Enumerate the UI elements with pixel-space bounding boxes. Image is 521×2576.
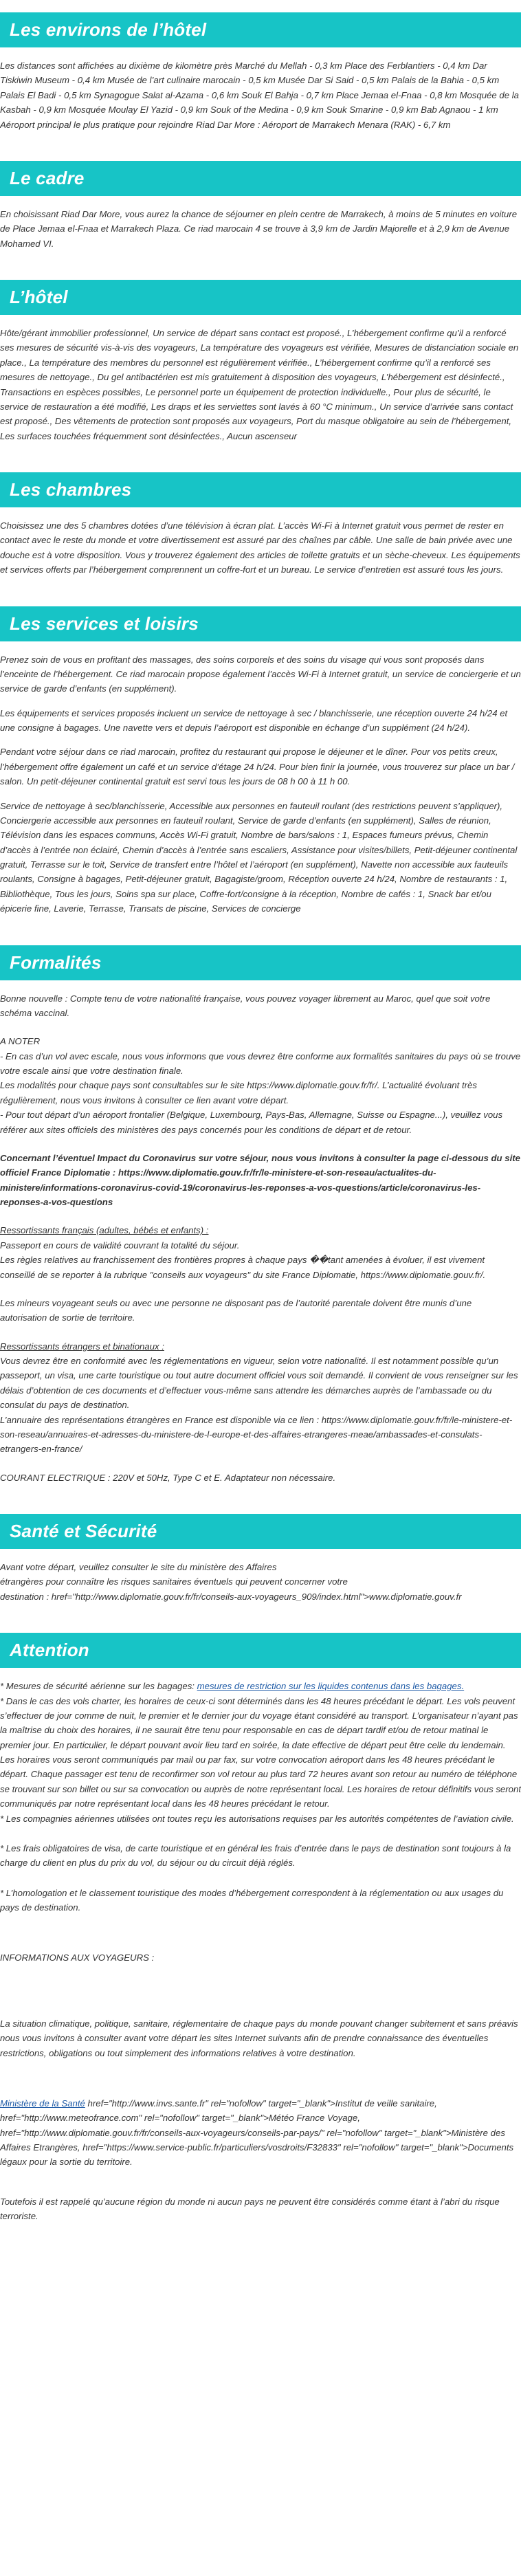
attention-gap-1 <box>0 1924 521 1950</box>
attention-p1-prefix: * Mesures de sécurité aérienne sur les bagages: <box>0 1681 197 1692</box>
formalites-francais-l2: Les règles relatives au franchissement des frontières propres à chaque pays ��tant amenées à évoluer, il est vivement conseillé de se reporter à la rubrique "conseils aux voyageurs" du site France Diplomatie, https://www.diplomatie.gouv.fr/. <box>0 1255 486 1280</box>
attention-p2: * Les frais obligatoires de visa, de carte touristique et en général les frais d’entrée dans le pays de destination sont toujours à la charge du client en plus du prix du vol, du séjour ou du circuit déjà réglés. <box>0 1842 511 1869</box>
formalites-etrangers-l1: Vous devrez être en conformité avec les réglementations en vigueur, selon votre nationalité. Il est notamment possible qu’un passeport, un visa, une carte touristique ou tout autre document officiel vous soit demandé. Il convient de vous renseigner sur les délais d’obtention de ces documents et d’effectuer vous-même sans attendre les démarches auprès de l’ambassade ou du consulat du pays de destination. <box>0 1356 518 1411</box>
section-body-environs <box>0 47 521 132</box>
formalites-francais <box>0 1223 521 1282</box>
attention-p5-l1: La situation climatique, politique, sanitaire, réglementaire de chaque pays du monde pouvant changer subitement et sans préavis <box>0 2018 518 2029</box>
sante-text-l2: étrangères pour connaître les risques sanitaires éventuels qui peuvent concerner votre <box>0 1576 348 1587</box>
attention-p1-tail: * Les compagnies aériennes utilisées ont toutes reçu les autorisations requises par les autorités compétentes de l’aviation civile. <box>0 1813 514 1824</box>
section-body-services <box>0 641 521 916</box>
formalites-note-l3: - Pour tout départ d’un aéroport frontalier (Belgique, Luxembourg, Pays-Bas, Allemagne, Suisse ou Espagne...), veuillez vous référer aux sites officiels des ministères des pays concernés pour les conditions de départ et de retour. <box>0 1110 503 1135</box>
formalites-francais-head: Ressortissants français (adultes, bébés et enfants) : <box>0 1225 209 1236</box>
sante-text-l3: destination : href="http://www.diplomatie.gouv.fr/fr/conseils-aux-voyageurs_909/index.html">www.diplomatie.gouv.fr <box>0 1591 462 1602</box>
section-title-chambres: Les chambres <box>0 472 521 507</box>
cadre-text: En choisissant Riad Dar More, vous aurez la chance de séjourner en plein centre de Marrakech, à moins de 5 minutes en voiture de Place Jemaa el-Fnaa et Marrakech Plaza. Ce riad marocain 4 se trouve à 3,9 km de Jardin Majorelle et à 2,9 km de Avenue Mohamed VI. <box>0 208 518 249</box>
section-body-attention <box>0 1668 521 2223</box>
attention-p5 <box>0 2016 521 2060</box>
section-title-cadre: Le cadre <box>0 161 521 196</box>
section-title-formalites: Formalités <box>0 945 521 980</box>
environs-text: Les distances sont affichées au dixième de kilomètre près Marché du Mellah - 0,3 km Place des Ferblantiers - 0,4 km Dar Tiskiwin Museum - 0,4 km Musée de l’art culinaire marocain - 0,5 km Musée Dar Si Said - 0,5 km Palais de la Bahia - 0,5 km Palais El Badi - 0,5 km Synagogue Salat al-Azama - 0,6 km Souk El Bahja - 0,7 km Place Jemaa el-Fnaa - 0,8 km Mosquée de la Kasbah - 0,9 km Mosquée Moulay El Yazid - 0,9 km Souk of the Medina - 0,9 km Souk Smarine - 0,9 km Bab Agnaou - 1 km Aéroport principal le plus pratique pour rejoindre Riad Dar More : Aéroport de Marrakech Menara (RAK) - 6,7 km <box>0 60 519 130</box>
formalites-courant: COURANT ELECTRIQUE : 220V et 50Hz, Type C et E. Adaptateur non nécessaire. <box>0 1472 336 1483</box>
formalites-coronavirus: Concernant l’éventuel Impact du Coronavirus sur votre séjour, nous vous invitons à consulter la page ci-dessous du site officiel France Diplomatie : https://www.diplomatie.gouv.fr/fr/le-ministere-et-son-reseau/actualites-du-ministere/informations-coronavirus-covid-19/coronavirus-les-reponses-a-vos-questions/article/coronavirus-les-reponses-a-vos-questions <box>0 1152 520 1207</box>
services-p1: Prenez soin de vous en profitant des massages, des soins corporels et des soins du visage qui vous sont proposés dans l’enceinte de l’hébergement. Ce riad marocain propose également l’accès Wi-Fi à Internet gratuit, un service de conciergerie et un service de garde d’enfants (en supplément). <box>0 654 521 694</box>
ministere-sante-link[interactable]: Ministère de la Santé <box>0 2098 85 2109</box>
attention-p1-rest: * Dans le cas des vols charter, les horaires de ceux-ci sont déterminés dans les 48 heures précédant le départ. Les vols peuvent s’effectuer de jour comme de nuit, le premier et le dernier jour du voyage étant considéré au transport. L’organisateur n’ayant pas la maîtrise du choix des horaires, il ne saurait être tenu pour responsable en cas de départ tardif et/ou de retour matinal le premier jour. En particulier, le départ pouvant avoir lieu tard en soirée, la date effective de départ peut être celle du lendemain. Les horaires vous seront communiqués par mail ou par fax, sur votre convocation aéroport dans les 48 heures précédant le départ. Chaque passager est tenu de reconfirmer son vol retour au plus tard 72 heures avant son retour au numéro de téléphone se trouvant sur son billet ou sur sa convocation ou auprès de notre représentant local. Les horaires de retour définitifs vous seront communiqués par notre représentant local dans les 48 heures précédant le retour. <box>0 1695 521 1809</box>
section-body-hotel <box>0 315 521 443</box>
section-title-sante: Santé et Sécurité <box>0 1514 521 1549</box>
chambres-text: Choisissez une des 5 chambres dotées d’une télévision à écran plat. L’accès Wi-Fi à Internet gratuit vous permet de rester en contact avec le reste du monde et votre divertissement est assuré par des chaînes par câble. Une salle de bain privée avec une douche est à votre disposition. Vous y trouverez également des articles de toilette gratuits et un sèche-cheveux. Les équipements et services offerts par l’hébergement comprennent un coffre-fort et un bureau. Le service d’entretien est assuré tous les jours. <box>0 520 520 575</box>
section-body-cadre <box>0 196 521 251</box>
attention-gap-2 <box>0 1975 521 2016</box>
attention-p7: Toutefois il est rappelé qu’aucune région du monde ni aucun pays ne peuvent être considérés comme étant à l’abri du risque terroriste. <box>0 2196 500 2222</box>
sante-text-l1: Avant votre départ, veuillez consulter le site du ministère des Affaires <box>0 1562 277 1572</box>
attention-p1 <box>0 1679 521 1826</box>
formalites-note-l1: - En cas d’un vol avec escale, nous vous informons que vous devrez être conforme aux formalités sanitaires du pays où se trouve votre escale ainsi que votre destination finale. <box>0 1050 521 1076</box>
formalites-etrangers-l2: L’annuaire des représentations étrangères en France est disponible via ce lien : https://www.diplomatie.gouv.fr/fr/le-ministere-et-son-reseau/annuaires-et-adresses-du-ministere-de-l-europe-et-des-affaires-etrangeres-meae/ambassades-et-consulats-etrangers-en-france/ <box>0 1414 513 1455</box>
section-body-sante <box>0 1549 521 1604</box>
section-title-services: Les services et loisirs <box>0 606 521 641</box>
section-body-formalites <box>0 980 521 1486</box>
section-title-hotel: L’hôtel <box>0 280 521 315</box>
hotel-text: Hôte/gérant immobilier professionnel, Un service de départ sans contact est proposé., L’hébergement confirme qu’il a renforcé ses mesures de sécurité vis-à-vis des voyageurs, La température des voyageurs est vérifiée, Mesures de distanciation sociale en place., La température des membres du personnel est régulièrement vérifiée., L’hébergement confirme qu’il a renforcé ses mesures de nettoyage., Du gel antibactérien est mis gratuitement à disposition des voyageurs, L’hébergement est désinfecté., Transactions en espèces possibles, Le personnel porte un équipement de protection individuelle., Pour plus de sécurité, le service de restauration a été modifié, Les draps et les serviettes sont lavés à 60 °C minimum., Un service d’arrivée sans contact est proposé., Des vêtements de protection sont proposés aux voyageurs, Port du masque obligatoire au sein de l’hébergement, Les surfaces touchées fréquemment sont désinfectées., Aucun ascenseur <box>0 328 519 441</box>
attention-gap-4 <box>0 2179 521 2194</box>
formalites-etrangers-head: Ressortissants étrangers et binationaux : <box>0 1341 164 1352</box>
attention-gap-3 <box>0 2070 521 2096</box>
page-content <box>0 12 521 2224</box>
formalites-note-head: A NOTER <box>0 1036 41 1047</box>
liquids-restriction-link[interactable]: mesures de restriction sur les liquides contenus dans les bagages. <box>197 1681 465 1692</box>
formalites-note-l2: Les modalités pour chaque pays sont consultables sur le site https://www.diplomatie.gouv.fr/fr/. L’actualité évoluant très régulièrement, nous vous invitons à consulter ce lien avant votre départ. <box>0 1080 477 1105</box>
section-title-attention: Attention <box>0 1633 521 1668</box>
formalites-mineurs: Les mineurs voyageant seuls ou avec une personne ne disposant pas de l’autorité parentale doivent être munis d’une autorisation de sortie de territoire. <box>0 1297 472 1323</box>
attention-p5-l2: nous vous invitons à consulter avant votre départ les sites Internet suivants afin de prendre connaissance des éventuelles restrictions, obligations ou tout simplement des informations relatives à votre destination. <box>0 2033 489 2058</box>
sante-text <box>0 1560 521 1604</box>
attention-p6-rest: href="http://www.invs.sante.fr" rel="nofollow" target="_blank">Institut de veille sanitaire, href="http://www.meteofrance.com" rel="nofollow" target="_blank">Météo France Voyage, href="http://www.diplomatie.gouv.fr/fr/conseils-aux-voyageurs/conseils-par-pays/" rel="nofollow" target="_blank">Ministère des Affaires Etrangères, href="https://www.service-public.fr/particuliers/vosdroits/F32833" rel="nofollow" target="_blank">Documents légaux pour la sortie du territoire. <box>0 2098 514 2168</box>
services-p2: Les équipements et services proposés incluent un service de nettoyage à sec / blanchisserie, une réception ouverte 24 h/24 et une consigne à bagages. Une navette vers et depuis l’aéroport est disponible en échange d’un supplément (24 h/24). <box>0 707 508 733</box>
section-body-chambres <box>0 507 521 577</box>
formalites-p1: Bonne nouvelle : Compte tenu de votre nationalité française, vous pouvez voyager librement au Maroc, quel que soit votre schéma vaccinal. <box>0 993 491 1018</box>
attention-p4: INFORMATIONS AUX VOYAGEURS : <box>0 1952 155 1963</box>
attention-p3: * L’homologation et le classement touristique des modes d’hébergement correspondent à la réglementation ou aux usages du pays de destination. <box>0 1887 504 1913</box>
formalites-francais-l1: Passeport en cours de validité couvrant la totalité du séjour. <box>0 1240 240 1251</box>
services-p3: Pendant votre séjour dans ce riad marocain, profitez du restaurant qui propose le déjeuner et le dîner. Pour vos petits creux, l’hébergement offre également un café et un service d’étage 24 h/24. Pour bien finir la journée, vous trouverez sur place un bar / salon. Un petit-déjeuner continental gratuit est servi tous les jours de 08 h 00 à 11 h 00. <box>0 747 515 787</box>
services-p4: Service de nettoyage à sec/blanchisserie, Accessible aux personnes en fauteuil roulant (des restrictions peuvent s’appliquer), Conciergerie accessible aux personnes en fauteuil roulant, Service de garde d’enfants (en supplément), Salles de réunion, Télévision dans les espaces communs, Accès Wi-Fi gratuit, Nombre de bars/salons : 1, Espaces fumeurs prévus, Chemin d’accès à l’entrée non éclairé, Chemin d’accès à l’entrée sans escaliers, Assistance pour visites/billets, Petit-déjeuner continental gratuit, Terrasse sur le toit, Service de transfert entre l’hôtel et l’aéroport (en supplément), Navette non accessible aux fauteuils roulants, Consigne à bagages, Petit-déjeuner gratuit, Bagagiste/groom, Réception ouverte 24 h/24, Nombre de restaurants : 1, Bibliothèque, Tous les jours, Soins spa sur place, Coffre-fort/consigne à la réception, Nombre de cafés : 1, Snack bar et/ou épicerie fine, Laverie, Terrasse, Transats de piscine, Services de concierge <box>0 800 518 914</box>
formalites-etrangers <box>0 1339 521 1457</box>
formalites-note <box>0 1034 521 1137</box>
section-title-environs: Les environs de l’hôtel <box>0 12 521 47</box>
attention-p6 <box>0 2096 521 2170</box>
